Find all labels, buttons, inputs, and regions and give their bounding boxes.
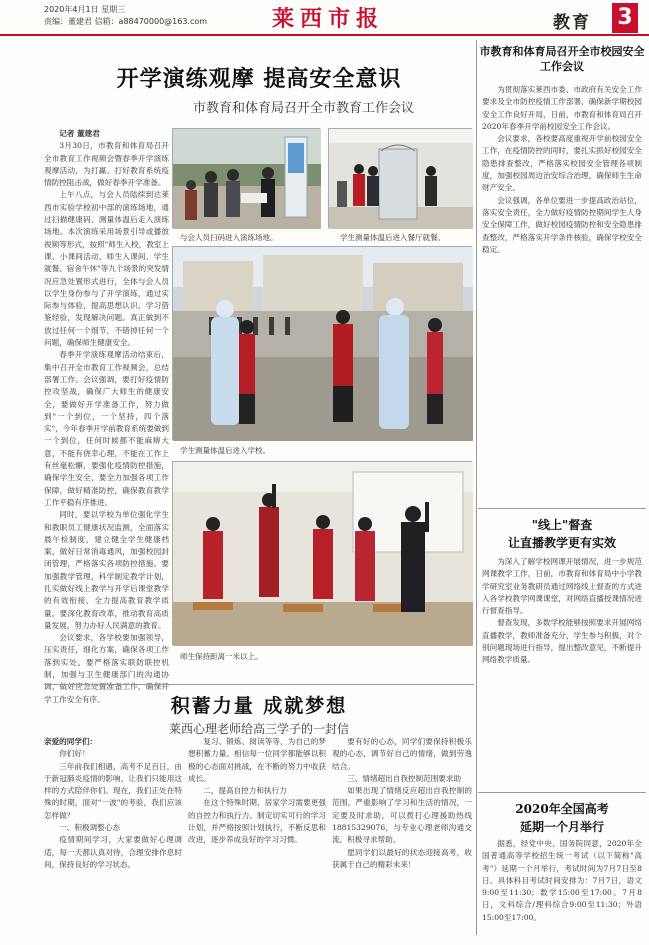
right-headline-2b: 让直播教学更有实效 xyxy=(507,536,616,550)
photo-classroom-image xyxy=(173,462,473,646)
paragraph: 二、提高自控力和执行力 xyxy=(203,786,287,796)
paragraph: 三、情绪超出自我控制范围要求助 xyxy=(347,773,462,783)
paragraph: 会议要求，各学校要加强领导，压实责任，细化方案，确保各项工作落到实处。要严格落实联防联控机制，加强与卫生健康部门的沟通协调，做好应急处置准备工作，确保开学工作安全有序。 xyxy=(44,633,169,704)
page-number: 3 xyxy=(612,3,638,33)
photo-caption: 学生测量体温后进入学校。 xyxy=(180,446,270,455)
right-article-1 xyxy=(482,84,642,506)
photo-school-entry-image xyxy=(173,247,473,441)
divider xyxy=(478,508,646,509)
section-name: 教育 xyxy=(553,13,591,33)
paragraph: 你们好！ xyxy=(59,749,90,759)
issue-date: 2020年4月1日 星期三 xyxy=(44,5,126,14)
right-headline-1: 市教育和体育局召开全市校园安全工作会议 xyxy=(479,45,645,73)
second-article-column-3 xyxy=(332,736,472,938)
second-article-header xyxy=(44,684,474,737)
salutation: 亲爱的同学们： xyxy=(44,737,98,746)
second-article-column-1 xyxy=(44,736,182,938)
newspaper-title: 莱西市报 xyxy=(272,6,385,32)
paragraph: 据悉，经党中央、国务院同意，2020年全国普通高等学校招生统一考试（以下简称"高考"）延期一个月举行，考试时间为7月7日至8日。具体科目考试时间安排为：7月7日，语文9:00至11:30；数学15:00至17:00。7月8日，文科综合/理科综合9:00至11:30；外语15:00至17:00。 xyxy=(482,839,642,922)
paragraph: 愿同学们以最好的状态迎接高考，收获属于自己的精彩未来！ xyxy=(332,847,472,869)
paragraph: 督查发现，多数学校能够按照要求开展网络直播教学，教师准备充分，学生参与积极，对个别问题现场进行指导，提出整改意见，不断提升网络教学质量。 xyxy=(482,618,642,665)
paragraph: 为贯彻落实莱西市委、市政府有关安全工作要求及全市防控疫情工作部署，确保新学期校园安全工作良好开局，日前，市教育和体育局召开2020年春季开学前校园安全工作会议。 xyxy=(482,85,642,131)
paragraph: 3月30日，市教育和体育局召开全市教育工作视频会暨春季开学演练观摩活动，为打赢、打好教育系统疫情防控阻击战，做好春季开学准备。 xyxy=(44,141,169,188)
right-headline-3a: 2020年全国高考 xyxy=(515,802,609,816)
byline: 记者 董建君 xyxy=(59,129,100,138)
main-article-column-1 xyxy=(44,128,169,704)
masthead-info xyxy=(44,4,207,28)
paragraph: 如果出现了情绪反应超出自我控制的范围，严重影响了学习和生活的情况，一定要及时求助，可以拨打心理援助热线18815329076，与专业心理老师沟通交流，积极寻求帮助。 xyxy=(332,786,472,845)
photo-classroom-distance xyxy=(172,461,472,645)
main-article-subtitle: 市教育和体育局召开全市教育工作会议 xyxy=(192,101,414,116)
paragraph: 春季开学演练观摩活动结束后，集中召开全市教育工作视频会，总结部署工作。会议强调，要打好疫情防控攻坚战，确保广大师生的健康安全，要做好开学准备工作，努力做到"一个到位，一个坚持，四个落实"，今年春季开学前教育系统要做到一个到位，任何时候都不能麻痹大意，不能有侥幸心理，不能在工作上有丝毫松懈，要强化疫情防控措施，确保学生安全，要全力加强各项工作保障，做好精准防控，确保教育教学工作平稳有序推进。 xyxy=(44,350,169,507)
column-divider xyxy=(476,40,477,935)
photo-scan-code-entry xyxy=(172,128,320,228)
second-article-title: 积蓄力量 成就梦想 xyxy=(170,695,348,717)
paragraph: 要有好的心态，同学们要保持积极乐观的心态，调节好自己的情绪，做到劳逸结合。 xyxy=(332,737,472,771)
paragraph: 会议强调，各单位要进一步提高政治站位，落实安全责任，全力做好疫情防控期间学生人身安全保障工作，做好校园疫情防控和安全隐患排查整改，严格落实开学条件核验，确保学校安全稳定。 xyxy=(482,195,642,254)
photo-dining-hall xyxy=(328,128,472,228)
paragraph: 疫情期间学习，大家要做好心理调适，每一天都认真对待，合理安排作息时间，保持良好的学习状态。 xyxy=(44,835,182,869)
right-headline-2a: "线上"督查 xyxy=(531,518,593,532)
paragraph: 在这个特殊时期，居家学习需要更强的自控力和执行力。制定切实可行的学习计划，并严格按照计划执行，不断反思和改进，逐步养成良好的学习习惯。 xyxy=(188,798,326,845)
main-article-header xyxy=(44,62,474,116)
main-article-title: 开学演练观摩 提高安全意识 xyxy=(116,66,402,92)
right-article-2 xyxy=(482,556,642,788)
right-headline-3b: 延期一个月举行 xyxy=(519,820,604,834)
photo-caption: 学生测量体温后进入餐厅就餐。 xyxy=(340,233,445,242)
paragraph: 为深入了解学校网课开展情况，进一步规范网课教学工作，日前，市教育和体育局中小学教学研究室业务教研员通过网络线上督查的方式进入各学校教学网课课堂，对网络直播授课情况进行督查指导。 xyxy=(482,557,642,616)
photo-scan-code-image xyxy=(173,129,321,229)
divider xyxy=(478,792,646,793)
second-article-column-2 xyxy=(188,736,326,938)
photo-school-entry xyxy=(172,246,472,440)
paragraph: 上午八点，与会人员陆续到达莱西市实验学校初中部的演练场地，通过扫描健康码、测量体温后走入演练场地。本次演练采用场景引导或播放视频等形式，按照"师生入校，教室上课、小课间活动、师生入课间、学生就餐、宿舍午休"等九个场景的突发情况应急处置形式进行，全体与会人员以学生身份参与了开学演练，通过实际参与体验，提高思想认识、学习借鉴经验，发现解决问题。真正做到不放过任何一个细节，不错掉任何一个问题，确保师生健康安全。 xyxy=(44,190,169,348)
editor-line: 责编：董建君 信箱：a88470000@163.com xyxy=(44,17,208,26)
paragraph: 三年前我们相遇，高考不足百日，由于新冠肺炎疫情的影响，让我们只能用这样的方式陪伴你们。现在，我们正处在特殊的时期，面对"一波"的考验，我们应该怎样做？ xyxy=(44,761,182,820)
paragraph: 同时，要以学校为单位强化学生和教职员工健康状况监测，全面落实晨午检制度，建立健全学生健康档案，做好日常消毒通风，加强校园封闭管理，严格落实各项防控措施。要加强教学管理，科学制定教学计划，扎实做好线上教学与开学后课堂教学的有效衔接，全力提高教育教学质量。要深化教育改革，推动教育高质量发展，努力办好人民满意的教育。 xyxy=(44,510,169,630)
paragraph: 会议要求，各校要高度重视开学前校园安全工作，在疫情防控的同时，要扎实抓好校园安全隐患排查整改，严格落实校园安全管理各项制度，加强校园周边治安综合治理，确保师生生命财产安全。 xyxy=(482,134,642,193)
masthead xyxy=(0,0,649,36)
photo-caption: 师生保持距离一米以上。 xyxy=(180,652,263,661)
right-article-3 xyxy=(482,838,642,938)
photo-caption: 与会人员扫码进入演练场地。 xyxy=(180,233,278,242)
second-article-subtitle: 莱西心理老师给高三学子的一封信 xyxy=(168,722,349,736)
paragraph: 复习、锻炼、阅读等等，为自己的梦想积蓄力量。相信每一位同学都能够以积极的心态面对挑战，在不断的努力中收获成长。 xyxy=(188,737,326,783)
paragraph: 一、积极调整心态 xyxy=(59,823,120,833)
photo-dining-hall-image xyxy=(329,129,473,229)
